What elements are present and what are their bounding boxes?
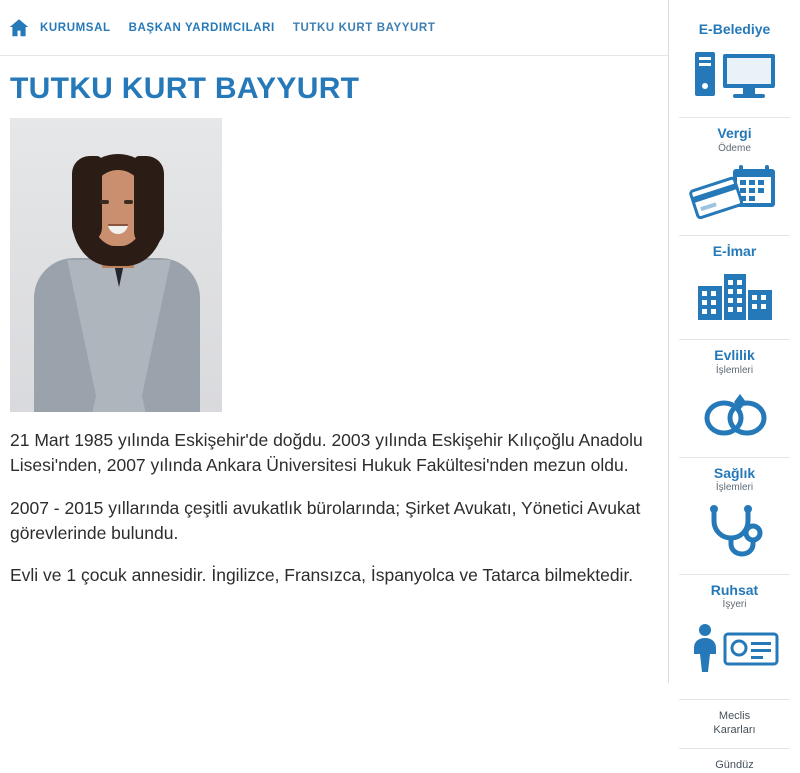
sidebar-item-e-belediye[interactable]	[669, 22, 800, 115]
sidebar-footer-line1: Gündüz	[715, 758, 754, 771]
breadcrumb	[0, 0, 668, 56]
stethoscope-icon	[675, 498, 794, 564]
sidebar-item-e-imar[interactable]	[669, 244, 800, 337]
buildings-icon	[675, 263, 794, 329]
sidebar-item-title: Ruhsat	[710, 581, 759, 598]
sidebar-item-evlilik[interactable]	[669, 348, 800, 454]
sidebar-divider	[679, 457, 790, 458]
sidebar-item-title: Evlilik	[714, 347, 755, 364]
home-icon[interactable]	[6, 15, 32, 41]
license-card-icon	[675, 615, 794, 681]
sidebar-item-saglik[interactable]	[669, 466, 800, 572]
portrait-hair-right	[134, 156, 164, 246]
bio-paragraph-3: Evli ve 1 çocuk annesidir. İngilizce, Fransızca, İspanyolca ve Tatarca bilmektedir.	[10, 565, 634, 586]
breadcrumb-item-baskan-yardimcilari[interactable]: BAŞKAN YARDIMCILARI	[128, 21, 275, 34]
sidebar-item-vergi[interactable]	[669, 126, 800, 232]
sidebar-item-title: E-Belediye	[698, 21, 771, 37]
portrait-hair-left	[72, 156, 102, 242]
sidebar-divider	[679, 339, 790, 340]
bio-paragraph-2: 2007 - 2015 yıllarında çeşitli avukatlık bürolarında; Şirket Avukatı, Yönetici Avukat görevlerinde bulundu.	[10, 497, 641, 543]
sidebar-footer-line1: Meclis	[718, 710, 751, 723]
sidebar-item-ruhsat[interactable]	[669, 583, 800, 689]
portrait-photo	[10, 118, 222, 412]
sidebar-item-title: Vergi	[717, 125, 752, 142]
biography	[10, 428, 656, 588]
calendar-payment-icon	[675, 159, 794, 225]
sidebar	[668, 0, 800, 771]
sidebar-footer-line2: Kararları	[713, 724, 756, 737]
computer-icon	[675, 41, 794, 107]
sidebar-item-subtitle: İşlemleri	[715, 481, 754, 493]
sidebar-item-subtitle: İşlemleri	[715, 364, 754, 376]
wedding-rings-icon	[675, 381, 794, 447]
sidebar-item-meclis-kararlari[interactable]	[669, 700, 800, 738]
portrait-eye-right	[124, 200, 133, 204]
sidebar-divider	[679, 574, 790, 575]
portrait-image	[10, 118, 222, 412]
portrait-eye-left	[100, 200, 109, 204]
breadcrumb-item-current: TUTKU KURT BAYYURT	[292, 21, 436, 34]
sidebar-divider	[679, 117, 790, 118]
bio-paragraph-1: 21 Mart 1985 yılında Eskişehir'de doğdu. 2003 yılında Eskişehir Kılıçoğlu Anadolu Lisesi'nden, 2007 yılında Ankara Üniversitesi Hukuk Fakültesi'nden mezun oldu.	[10, 430, 643, 475]
page-title: TUTKU KURT BAYYURT	[10, 72, 360, 105]
sidebar-item-title: E-İmar	[712, 242, 757, 259]
sidebar-divider	[679, 235, 790, 236]
sidebar-item-subtitle: İşyeri	[722, 599, 747, 611]
breadcrumb-item-kurumsal[interactable]: KURUMSAL	[40, 21, 111, 34]
sidebar-item-subtitle: Ödeme	[718, 142, 751, 154]
sidebar-item-title: Sağlık	[713, 464, 756, 481]
sidebar-item-gunduz[interactable]	[669, 749, 800, 773]
